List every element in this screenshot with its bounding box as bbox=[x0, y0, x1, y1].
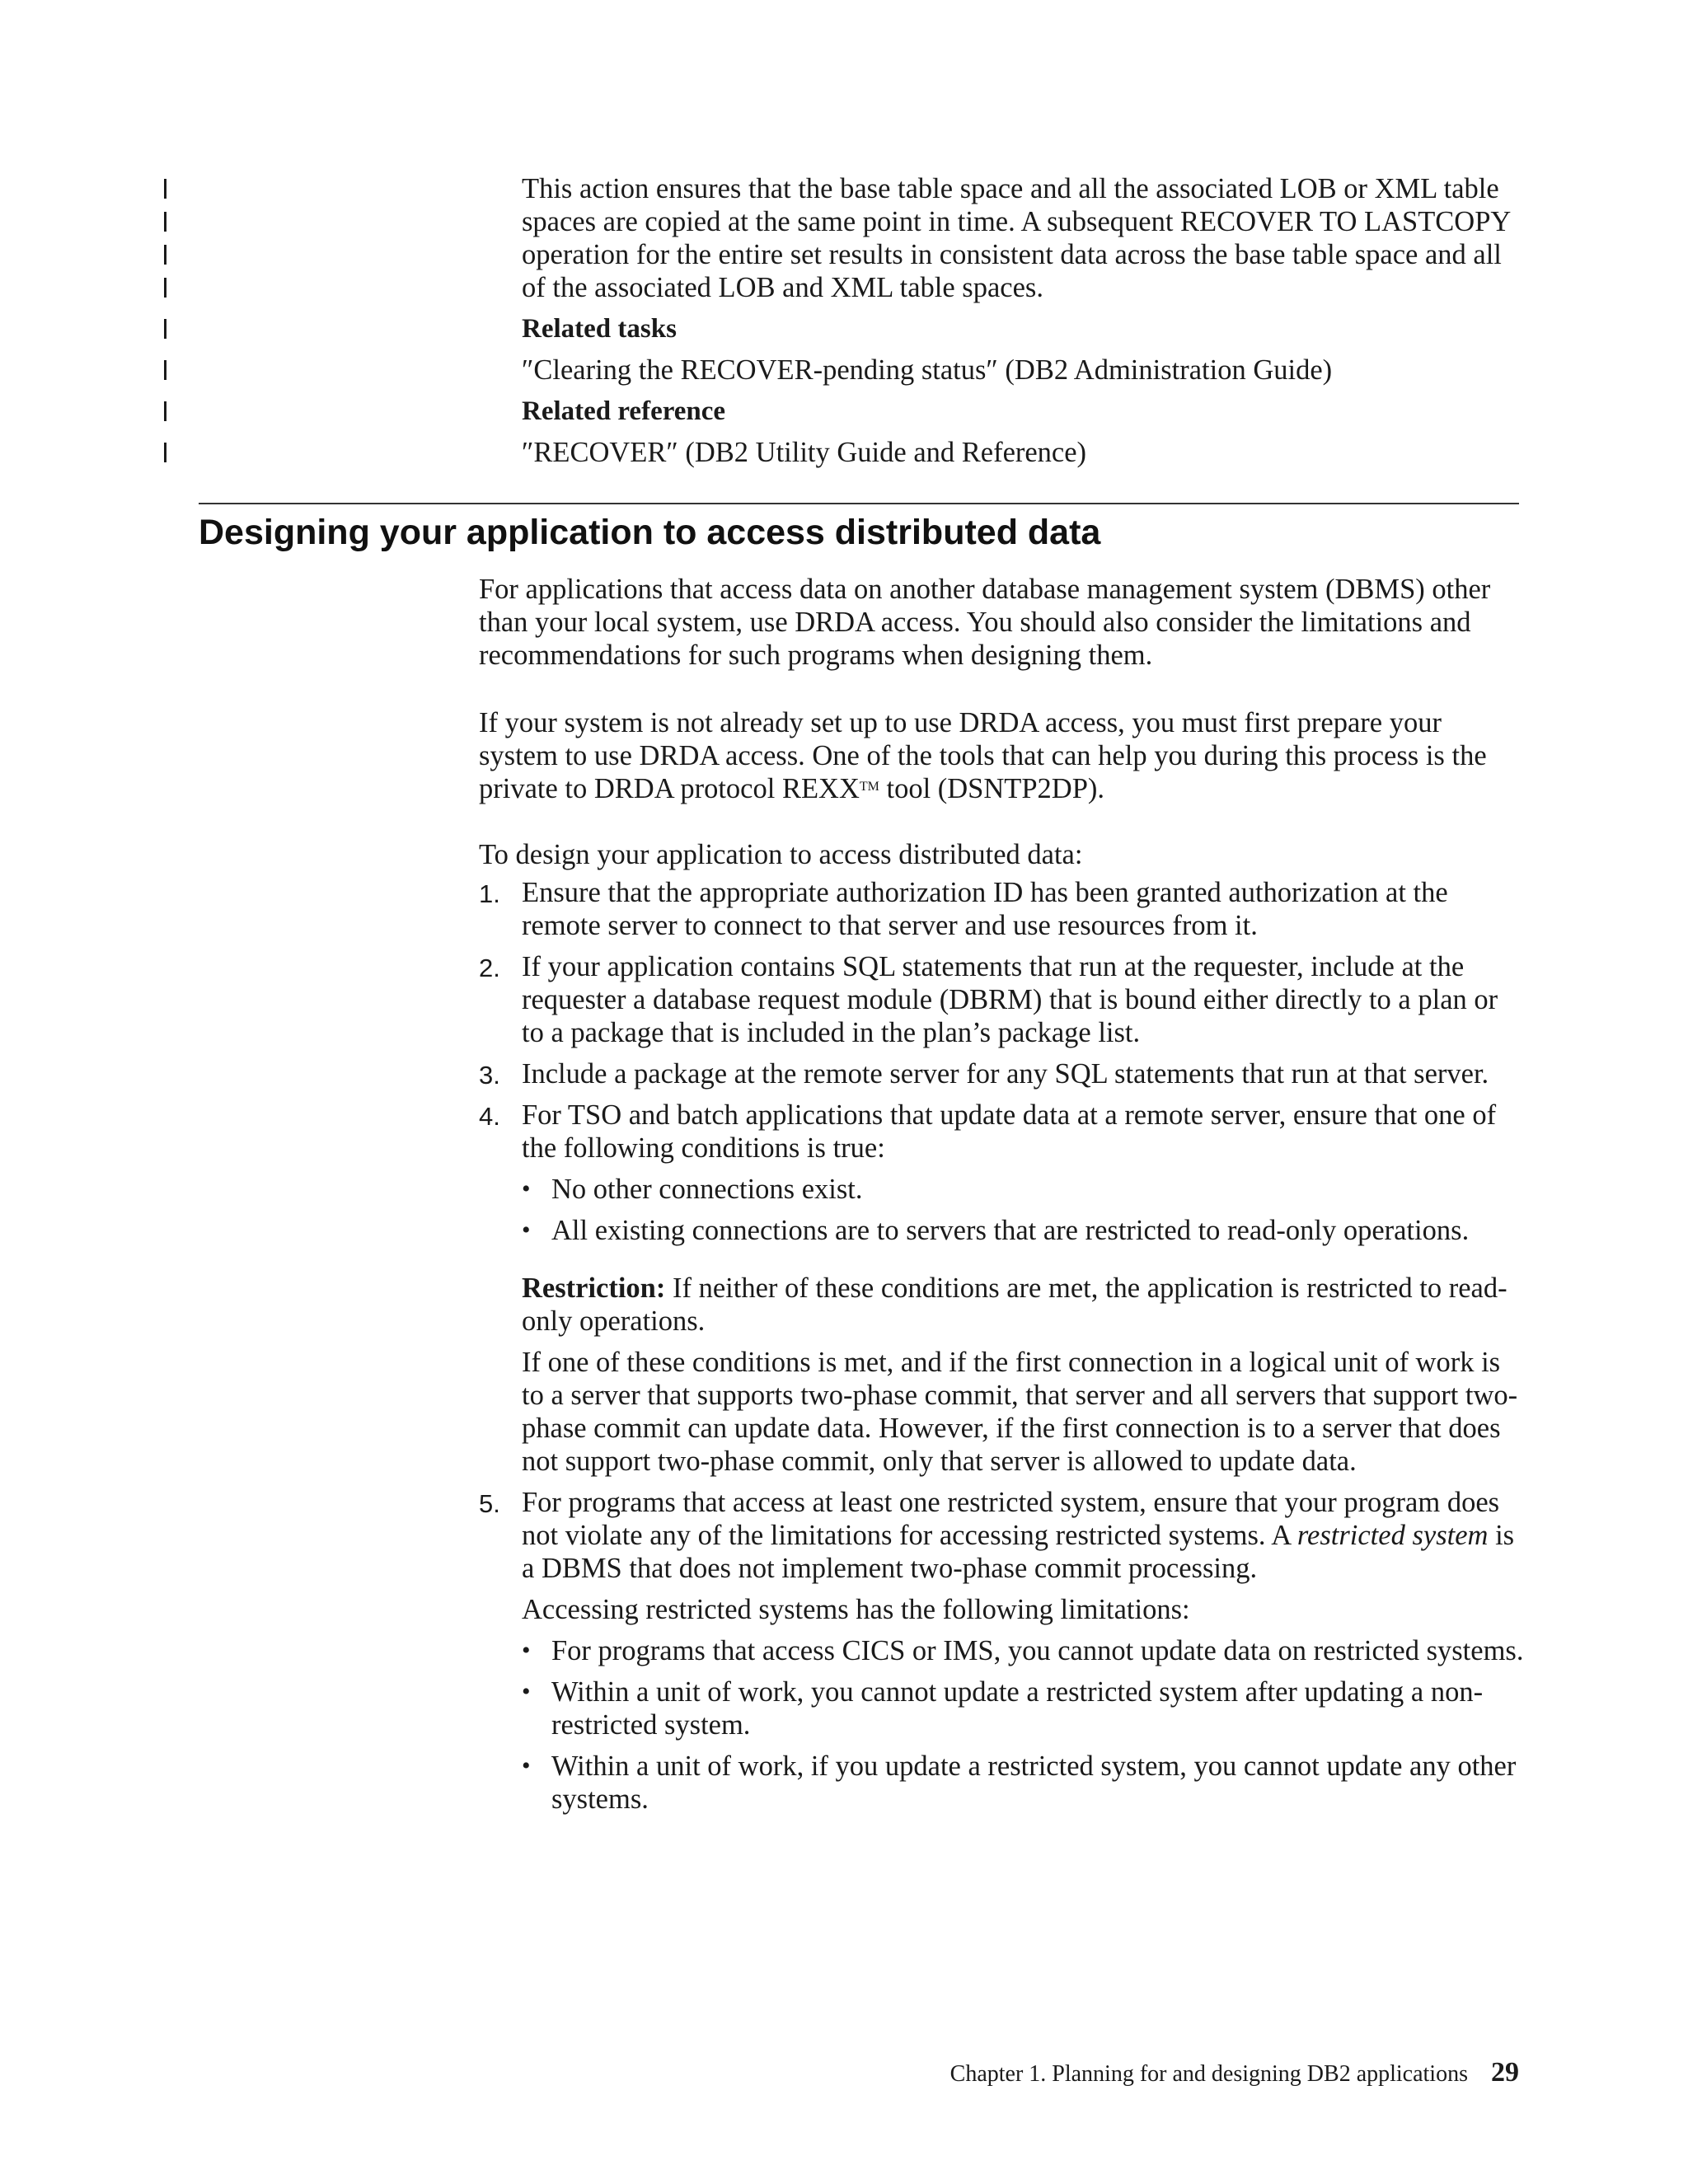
section-title: Designing your application to access distributed data bbox=[199, 513, 1101, 552]
step-item bbox=[479, 950, 1526, 1049]
intro-paragraph-1: For applications that access data on another database management system (DBMS) other than your local system, use DRDA access. You should also consider the limitations and recommendations for such programs when designing them. bbox=[479, 574, 1491, 671]
trademark-mark: TM bbox=[859, 780, 879, 794]
step-text-part: For programs that access at least one restricted system, ensure that your program does not violate any of the limitations for accessing restricted systems. A bbox=[522, 1487, 1500, 1551]
related-reference-link[interactable]: ″RECOVER″ (DB2 Utility Guide and Reference) bbox=[522, 437, 1087, 468]
page-footer bbox=[950, 2056, 1519, 2091]
step-number: 3. bbox=[479, 1061, 500, 1090]
change-bar bbox=[164, 245, 166, 265]
limitations-list bbox=[522, 1634, 1526, 1816]
restriction-label: Restriction: bbox=[522, 1272, 666, 1304]
intro-paragraph-3: To design your application to access distributed data: bbox=[479, 839, 1083, 870]
continuation-paragraph: This action ensures that the base table space and all the associated LOB or XML table spaces are copied at the same point in time. A subsequent RECOVER TO LASTCOPY operation for the entire set results in consistent data across the base table space and all of the associated LOB and XML table spaces. bbox=[522, 173, 1511, 303]
conditions-list bbox=[522, 1173, 1526, 1247]
step-text: Ensure that the appropriate authorization ID has been granted authorization at the remote server to connect to that server and use resources from it. bbox=[522, 877, 1448, 941]
step-text bbox=[522, 1486, 1526, 1585]
step-text: If your application contains SQL statements that run at the requester, include at the requester a database request module (DBRM) that is bound either directly to a plan or to a package that is included in the plan’s package list. bbox=[522, 951, 1498, 1048]
restriction-text: If neither of these conditions are met, the application is restricted to read-only operations. bbox=[522, 1272, 1507, 1337]
list-item: • No other connections exist. bbox=[522, 1173, 1526, 1206]
intro-paragraph-2-text: If your system is not already set up to use DRDA access, you must first prepare your system to use DRDA access. One of the tools that can help you during this process is the private to DRDA protocol REXX bbox=[479, 707, 1487, 804]
step-item bbox=[479, 876, 1526, 942]
related-tasks-heading: Related tasks bbox=[522, 314, 677, 344]
list-item: • All existing connections are to servers that are restricted to read-only operations. bbox=[522, 1214, 1526, 1247]
step-item bbox=[479, 1057, 1526, 1090]
change-bar bbox=[164, 212, 166, 232]
step-number: 4. bbox=[479, 1102, 500, 1131]
list-item: • Within a unit of work, if you update a restricted system, you cannot update any other systems. bbox=[522, 1750, 1526, 1816]
step-text: For TSO and batch applications that update data at a remote server, ensure that one of the following conditions is true: bbox=[522, 1099, 1497, 1164]
restriction-note bbox=[522, 1272, 1526, 1338]
step-number: 5. bbox=[479, 1489, 500, 1518]
related-tasks-link[interactable]: ″Clearing the RECOVER-pending status″ (DB2 Administration Guide) bbox=[522, 354, 1333, 386]
change-bar bbox=[164, 319, 166, 339]
change-bar bbox=[164, 443, 166, 462]
footer-chapter: Chapter 1. Planning for and designing DB2 applications bbox=[950, 2061, 1468, 2087]
page-number: 29 bbox=[1491, 2057, 1519, 2088]
change-bar bbox=[164, 360, 166, 380]
step-item bbox=[479, 1486, 1526, 1816]
change-bar bbox=[164, 401, 166, 421]
list-item: • Within a unit of work, you cannot update a restricted system after updating a non-restricted system. bbox=[522, 1675, 1526, 1741]
change-bar bbox=[164, 278, 166, 298]
step-number: 2. bbox=[479, 954, 500, 982]
step-text-part: is a DBMS that does not implement two-phase commit processing. bbox=[522, 1520, 1515, 1584]
limitations-intro: Accessing restricted systems has the following limitations: bbox=[522, 1594, 1190, 1625]
steps-list bbox=[479, 876, 1526, 1824]
related-reference-heading: Related reference bbox=[522, 396, 726, 426]
section-divider bbox=[199, 503, 1519, 504]
change-bar bbox=[164, 179, 166, 199]
step-text: Include a package at the remote server for any SQL statements that run at that server. bbox=[522, 1058, 1489, 1090]
intro-paragraph-2 bbox=[479, 706, 1526, 805]
step-number: 1. bbox=[479, 879, 500, 908]
step-followup: If one of these conditions is met, and if the first connection in a logical unit of work is to a server that supports two-phase commit, that server and all servers that support two-phase commit can update data. However, if the first connection is to a server that does not support two-phase commit, only that server is allowed to update data. bbox=[522, 1347, 1518, 1477]
list-item: • For programs that access CICS or IMS, you cannot update data on restricted systems. bbox=[522, 1634, 1526, 1667]
restricted-system-term: restricted system bbox=[1296, 1520, 1489, 1551]
intro-paragraph-2-tail: tool (DSNTP2DP). bbox=[879, 773, 1105, 804]
step-item bbox=[479, 1099, 1526, 1478]
